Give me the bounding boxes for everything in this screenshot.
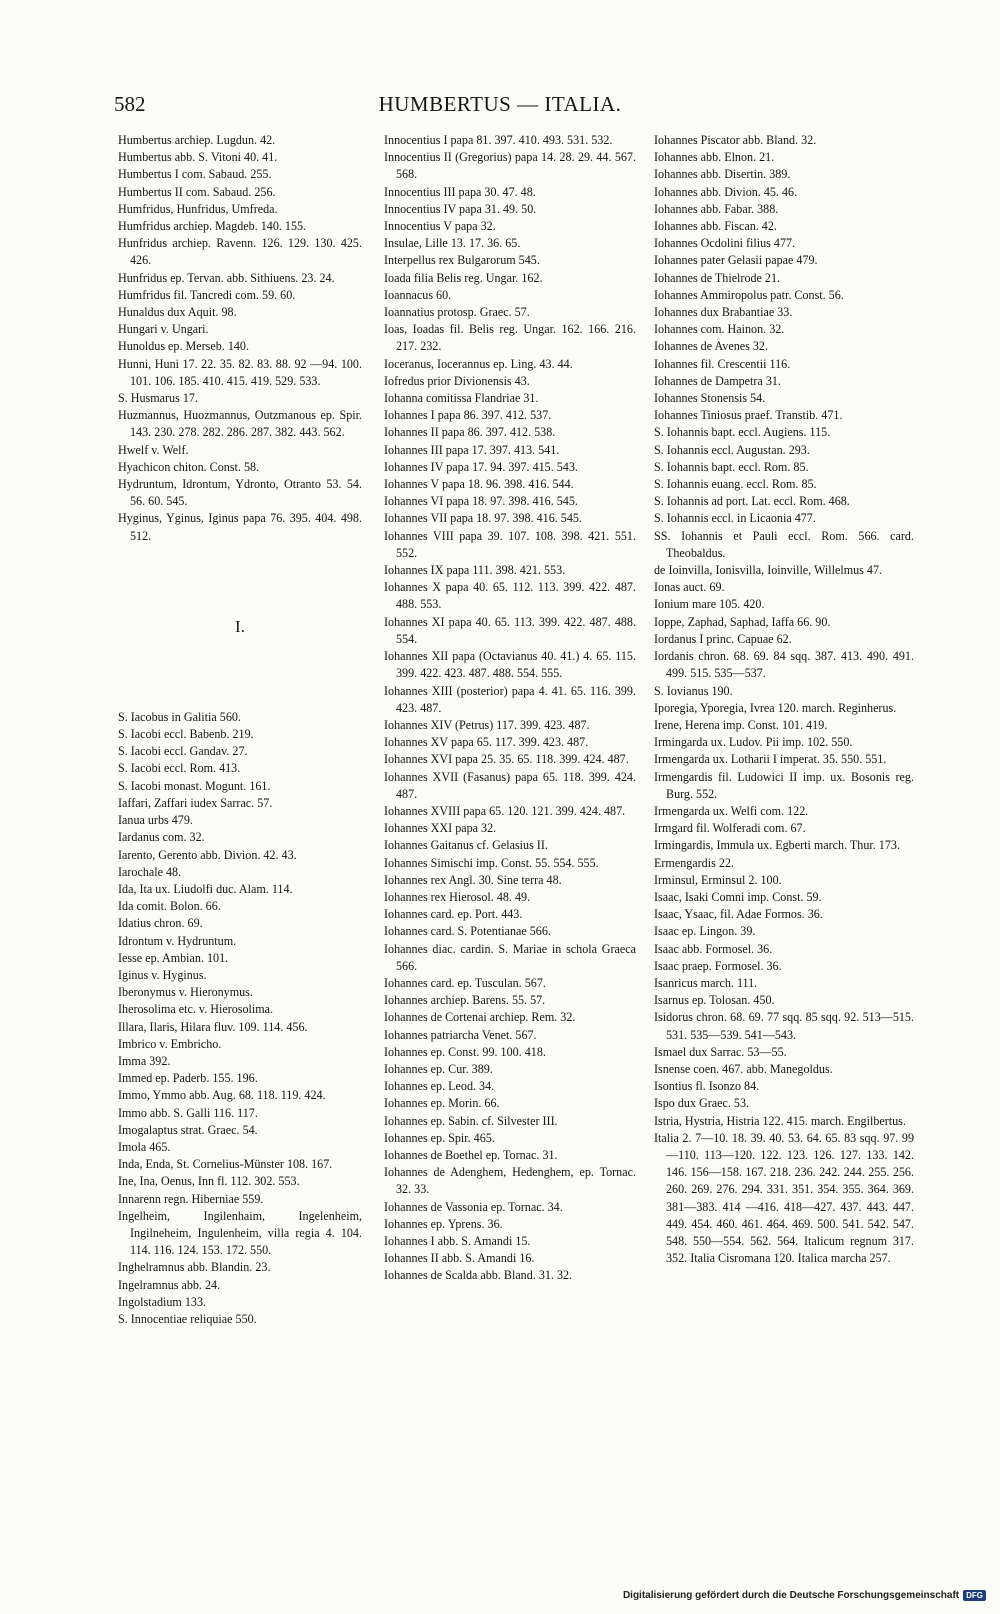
index-entry: S. Iacobi eccl. Gandav. 27. — [118, 744, 248, 759]
index-entry: Iohannes VII papa 18. 97. 398. 416. 545. — [384, 511, 582, 526]
index-entry: Inghelramnus abb. Blandin. 23. — [118, 1260, 271, 1275]
index-entry: S. Iohannis euang. eccl. Rom. 85. — [654, 477, 817, 492]
index-entry: S. Iacobus in Galitia 560. — [118, 709, 241, 724]
index-entry: Humfridus fil. Tancredi com. 59. 60. — [118, 287, 296, 302]
index-entry: Iohannes Tiniosus praef. Transtib. 471. — [654, 408, 843, 423]
index-entry: Innocentius III papa 30. 47. 48. — [384, 184, 536, 199]
index-entry: Iohannes fil. Crescentii 116. — [654, 356, 791, 371]
index-entry: Ioppe, Zaphad, Saphad, Iaffa 66. 90. — [654, 614, 831, 629]
index-entry: Hunoldus ep. Merseb. 140. — [118, 339, 249, 354]
index-entry: Iohannes Simischi imp. Const. 55. 554. 555. — [384, 855, 599, 870]
index-entry: S. Iohannis ad port. Lat. eccl. Rom. 468. — [654, 494, 850, 509]
index-entry: Idrontum v. Hydruntum. — [118, 933, 237, 948]
index-entry: Iohannes de Cortenai archiep. Rem. 32. — [384, 1010, 576, 1025]
index-entry: Humbertus I com. Sabaud. 255. — [118, 167, 272, 182]
index-entry: Ioceranus, Iocerannus ep. Ling. 43. 44. — [384, 356, 573, 371]
section-letter: I. — [235, 616, 245, 636]
index-entry: Iohannes de Boethel ep. Tornac. 31. — [384, 1147, 558, 1162]
index-entry: Iohannes ep. Cur. 389. — [384, 1061, 493, 1076]
index-entry: Ispo dux Graec. 53. — [654, 1096, 750, 1111]
index-entry: Isaac ep. Lingon. 39. — [654, 924, 756, 939]
index-entry: Iohannes pater Gelasii papae 479. — [654, 253, 818, 268]
index-entry: Iohannes I abb. S. Amandi 15. — [384, 1234, 531, 1248]
funding-note: Digitalisierung gefördert durch die Deutsche Forschungsgemeinschaft — [622, 1590, 960, 1601]
index-entry: Iesse ep. Ambian. 101. — [118, 950, 229, 965]
index-entry: Innocentius II (Gregorius) papa 14. 28. 29. 44. 567. 568. — [384, 150, 636, 182]
index-entry: Isidorus chron. 68. 69. 77 sqq. 85 sqq. 92. 513—515. 531. 535—539. 541—543. — [654, 1010, 914, 1042]
index-entry: Irminsul, Erminsul 2. 100. — [654, 872, 782, 887]
index-entry: Ioas, Ioadas fil. Belis reg. Ungar. 162. 166. 216. 217. 232. — [384, 322, 636, 354]
index-entry: S. Iacobi eccl. Rom. 413. — [118, 761, 241, 776]
index-entry: Iohannes diac. cardin. S. Mariae in schola Graeca 566. — [384, 941, 636, 973]
index-entry: Iohannes abb. Divion. 45. 46. — [654, 184, 798, 199]
index-entry: S. Iohannis eccl. Augustan. 293. — [654, 442, 810, 457]
index-entry: Imbrico v. Embricho. — [118, 1036, 222, 1051]
index-entry: Iohannes Ocdolini filius 477. — [654, 236, 796, 251]
index-entry: Iarochale 48. — [118, 864, 182, 879]
index-entry: Iohannes XXI papa 32. — [384, 821, 497, 836]
index-entry: Hunni, Huni 17. 22. 35. 82. 83. 88. 92 —94. 100. 101. 106. 185. 410. 415. 419. 529. 533. — [118, 356, 362, 388]
index-entry: Isaac abb. Formosel. 36. — [654, 941, 773, 956]
index-entry: Iohannes Stonensis 54. — [654, 391, 766, 406]
index-entry: Immed ep. Paderb. 155. 196. — [118, 1071, 258, 1086]
index-column-1 — [118, 132, 362, 1328]
index-entry: Ianua urbs 479. — [118, 813, 193, 828]
index-entry: Hydruntum, Idrontum, Ydronto, Otranto 53. 54. 56. 60. 545. — [118, 477, 362, 509]
index-entry: Innocentius IV papa 31. 49. 50. — [384, 201, 537, 216]
index-entry: Iohannes Gaitanus cf. Gelasius II. — [384, 838, 548, 853]
index-entry: Iohannes VIII papa 39. 107. 108. 398. 421. 551. 552. — [384, 528, 636, 560]
index-entry: Imola 465. — [118, 1139, 171, 1154]
index-entry: Iohannes II abb. S. Amandi 16. — [384, 1251, 535, 1266]
index-entry: Iaffari, Zaffari iudex Sarrac. 57. — [118, 795, 273, 810]
index-entry: Iohannes ep. Yprens. 36. — [384, 1216, 503, 1231]
index-entry: Iarento, Gerento abb. Divion. 42. 43. — [118, 847, 297, 862]
index-entry: Isarnus ep. Tolosan. 450. — [654, 993, 775, 1008]
index-entry: Iohannes abb. Fiscan. 42. — [654, 219, 777, 234]
index-entry: Isontius fl. Isonzo 84. — [654, 1079, 760, 1094]
index-entry: Iohannes ep. Morin. 66. — [384, 1096, 500, 1111]
index-column-3 — [654, 132, 914, 1267]
index-entry: Ionium mare 105. 420. — [654, 597, 765, 612]
index-entry: Isaac praep. Formosel. 36. — [654, 958, 782, 973]
index-entry: Iohannes de Thielrode 21. — [654, 270, 781, 285]
index-entry: Irmengarda ux. Welfi com. 122. — [654, 803, 809, 818]
index-entry: Ioada filia Belis reg. Ungar. 162. — [384, 270, 543, 285]
index-entry: Hungari v. Ungari. — [118, 322, 209, 337]
index-entry: Ida comit. Bolon. 66. — [118, 899, 221, 914]
index-entry: Iohannes archiep. Barens. 55. 57. — [384, 993, 546, 1008]
index-entry: Humbertus abb. S. Vitoni 40. 41. — [118, 150, 278, 165]
index-entry: Iohannes XVII (Fasanus) papa 65. 118. 399. 424. 487. — [384, 769, 636, 801]
index-entry: Iohannes card. ep. Tusculan. 567. — [384, 975, 546, 990]
index-entry: S. Iovianus 190. — [654, 683, 733, 698]
index-entry: Iohannes ep. Leod. 34. — [384, 1079, 495, 1094]
index-entry: Iporegia, Yporegia, Ivrea 120. march. Reginherus. — [654, 700, 897, 715]
index-entry: Ida, Ita ux. Liudolfi duc. Alam. 114. — [118, 881, 293, 896]
index-entry: Imma 392. — [118, 1053, 171, 1068]
index-entry: Iohannes VI papa 18. 97. 398. 416. 545. — [384, 494, 578, 509]
index-entry: Immo abb. S. Galli 116. 117. — [118, 1105, 258, 1120]
index-entry: SS. Iohannis et Pauli eccl. Rom. 566. card. Theobaldus. — [654, 528, 914, 560]
index-entry: Iohannes XIV (Petrus) 117. 399. 423. 487. — [384, 717, 590, 732]
index-entry: Irmingarda ux. Ludov. Pii imp. 102. 550. — [654, 735, 853, 750]
index-entry: Iohannes dux Brabantiae 33. — [654, 305, 793, 320]
index-entry: Iohannes XV papa 65. 117. 399. 423. 487. — [384, 735, 589, 750]
index-entry: Illara, Ilaris, Hilara fluv. 109. 114. 456. — [118, 1019, 308, 1034]
index-entry: de Ioinvilla, Ionisvilla, Ioinville, Willelmus 47. — [654, 563, 883, 578]
index-entry: Isaac, Isaki Comni imp. Const. 59. — [654, 889, 822, 904]
index-entry: Iberonymus v. Hieronymus. — [118, 985, 253, 1000]
index-entry: Irmengarda ux. Lotharii I imperat. 35. 550. 551. — [654, 752, 887, 767]
index-entry: Iordanis chron. 68. 69. 84 sqq. 387. 413. 490. 491. 499. 515. 535—537. — [654, 649, 914, 681]
index-entry: Insulae, Lille 13. 17. 36. 65. — [384, 236, 521, 251]
index-entry: Iohannes XI papa 40. 65. 113. 399. 422. 487. 488. 554. — [384, 614, 636, 646]
index-entry: Iginus v. Hyginus. — [118, 967, 207, 982]
index-entry: Iohannes I papa 86. 397. 412. 537. — [384, 408, 552, 423]
index-entry: Ismael dux Sarrac. 53—55. — [654, 1044, 787, 1059]
index-entry: Isanricus march. 111. — [654, 975, 758, 990]
index-entry: Humbertus archiep. Lugdun. 42. — [118, 133, 276, 147]
index-entry: Ingolstadium 133. — [118, 1294, 207, 1309]
page-number: 582 — [114, 92, 146, 116]
index-entry: Iohannes III papa 17. 397. 413. 541. — [384, 442, 560, 457]
index-entry: Irmingardis, Immula ux. Egberti march. Thur. 173. — [654, 838, 900, 853]
index-entry: Ioannatius protosp. Graec. 57. — [384, 305, 530, 320]
running-head: HUMBERTUS — ITALIA. — [378, 92, 622, 116]
index-entry: Iohannes abb. Elnon. 21. — [654, 150, 775, 165]
index-entry: Innocentius I papa 81. 397. 410. 493. 531. 532. — [384, 133, 613, 147]
index-entry: Iohannes II papa 86. 397. 412. 538. — [384, 425, 556, 440]
index-entry: Iohannes de Avenes 32. — [654, 339, 768, 354]
index-entry: Istria, Hystria, Histria 122. 415. march. Engilbertus. — [654, 1113, 906, 1128]
index-entry: Ine, Ina, Oenus, Inn fl. 112. 302. 553. — [118, 1174, 300, 1189]
index-entry: Imogalaptus strat. Graec. 54. — [118, 1122, 258, 1137]
index-entry: Ingelramnus abb. 24. — [118, 1277, 221, 1292]
index-entry: Iohannes IV papa 17. 94. 397. 415. 543. — [384, 459, 578, 474]
index-entry: Iohannes XII papa (Octavianus 40. 41.) 4. 65. 115. 399. 422. 423. 487. 488. 554. 555. — [384, 649, 636, 681]
index-entry: Iohannes com. Hainon. 32. — [654, 322, 785, 337]
index-entry: Hyginus, Yginus, Iginus papa 76. 395. 404. 498. 512. — [118, 511, 362, 543]
index-entry: Huzmannus, Huozmannus, Outzmanous ep. Spir. 143. 230. 278. 282. 286. 287. 382. 443. 562. — [118, 408, 362, 440]
index-entry: Iohanna comitissa Flandriae 31. — [384, 391, 539, 406]
index-entry: Inda, Enda, St. Cornelius-Münster 108. 167. — [118, 1157, 333, 1172]
index-entry: Iohannes XVI papa 25. 35. 65. 118. 399. 424. 487. — [384, 752, 629, 767]
index-entry: Iohannes ep. Spir. 465. — [384, 1130, 495, 1145]
index-entry: Iardanus com. 32. — [118, 830, 205, 845]
index-entry: Iohannes abb. Disertin. 389. — [654, 167, 791, 182]
index-entry: Innocentius V papa 32. — [384, 219, 496, 234]
index-entry: Iohannes XIII (posterior) papa 4. 41. 65. 116. 399. 423. 487. — [384, 683, 636, 715]
index-entry: S. Iohannis eccl. in Licaonia 477. — [654, 511, 816, 526]
index-entry: Hunfridus ep. Tervan. abb. Sithiuens. 23. 24. — [118, 270, 335, 285]
index-entry: Ermengardis 22. — [654, 855, 734, 870]
index-entry: Iofredus prior Divionensis 43. — [384, 373, 530, 388]
index-entry: S. Innocentiae reliquiae 550. — [118, 1311, 257, 1326]
funding-footer — [623, 1590, 986, 1601]
index-entry: Iohannes card. S. Potentianae 566. — [384, 924, 551, 939]
index-entry: Iherosolima etc. v. Hierosolima. — [118, 1002, 274, 1017]
index-entry: Idatius chron. 69. — [118, 916, 203, 931]
index-entry: Iohannes ep. Const. 99. 100. 418. — [384, 1044, 546, 1059]
index-entry: Irmgard fil. Wolferadi com. 67. — [654, 821, 806, 836]
index-entry: Ionas auct. 69. — [654, 580, 725, 595]
index-entry: Iohannes IX papa 111. 398. 421. 553. — [384, 563, 566, 578]
index-entry: Humfridus archiep. Magdeb. 140. 155. — [118, 219, 307, 234]
index-entry: Iohannes de Dampetra 31. — [654, 373, 781, 388]
index-entry: S. Husmarus 17. — [118, 391, 198, 406]
index-entry: Hyachicon chiton. Const. 58. — [118, 459, 260, 474]
index-entry: S. Iohannis bapt. eccl. Rom. 85. — [654, 459, 809, 474]
index-entry: Humbertus II com. Sabaud. 256. — [118, 184, 276, 199]
index-entry: Iohannes rex Angl. 30. Sine terra 48. — [384, 872, 562, 887]
index-entry: Iordanus I princ. Capuae 62. — [654, 631, 792, 646]
index-entry: Iohannes card. ep. Port. 443. — [384, 907, 523, 922]
index-entry: Irene, Herena imp. Const. 101. 419. — [654, 717, 828, 732]
index-entry: Isaac, Ysaac, fil. Adae Formos. 36. — [654, 907, 823, 922]
index-entry: Innarenn regn. Hiberniae 559. — [118, 1191, 264, 1206]
index-entry: Iohannes abb. Fabar. 388. — [654, 201, 779, 216]
index-entry: Interpellus rex Bulgarorum 545. — [384, 253, 540, 268]
index-entry: Iohannes XVIII papa 65. 120. 121. 399. 424. 487. — [384, 803, 626, 818]
index-column-2 — [384, 132, 636, 1285]
dfg-logo: DFG — [963, 1590, 986, 1601]
index-entry: Iohannes de Vassonia ep. Tornac. 34. — [384, 1199, 563, 1214]
index-entry: Iohannes X papa 40. 65. 112. 113. 399. 422. 487. 488. 553. — [384, 580, 636, 612]
index-entry: Iohannes Ammiropolus patr. Const. 56. — [654, 287, 844, 302]
index-entry: S. Iacobi monast. Mogunt. 161. — [118, 778, 271, 793]
index-entry: Immo, Ymmo abb. Aug. 68. 118. 119. 424. — [118, 1088, 326, 1103]
index-entry: Iohannes de Scalda abb. Bland. 31. 32. — [384, 1268, 573, 1283]
index-entry: Iohannes V papa 18. 96. 398. 416. 544. — [384, 477, 574, 492]
index-entry: Iohannes patriarcha Venet. 567. — [384, 1027, 537, 1042]
index-entry: Iohannes ep. Sabin. cf. Silvester III. — [384, 1113, 558, 1128]
index-entry: Humfridus, Hunfridus, Umfreda. — [118, 201, 278, 216]
index-entry: Iohannes Piscator abb. Bland. 32. — [654, 133, 817, 147]
index-entry: Iohannes rex Hierosol. 48. 49. — [384, 889, 531, 904]
index-entry: Hunfridus archiep. Ravenn. 126. 129. 130. 425. 426. — [118, 236, 362, 268]
index-entry: Hunaldus dux Aquit. 98. — [118, 305, 237, 320]
index-entry: Hwelf v. Welf. — [118, 442, 189, 457]
index-entry: Irmengardis fil. Ludowici II imp. ux. Bosonis reg. Burg. 552. — [654, 769, 914, 801]
index-entry: Iohannes de Adenghem, Hedenghem, ep. Tornac. 32. 33. — [384, 1165, 636, 1197]
index-entry: Ingelheim, Ingilenhaim, Ingelenheim, Ingilneheim, Ingulenheim, villa regia 4. 104. 114. 116. 124. 153. 172. 550. — [118, 1208, 362, 1258]
index-entry: Ioannacus 60. — [384, 287, 452, 302]
index-entry: Isnense coen. 467. abb. Manegoldus. — [654, 1061, 833, 1076]
index-entry: S. Iacobi eccl. Babenb. 219. — [118, 727, 254, 742]
index-entry: S. Iohannis bapt. eccl. Augiens. 115. — [654, 425, 831, 440]
index-entry: Italia 2. 7—10. 18. 39. 40. 53. 64. 65. 83 sqq. 97. 99—110. 113—120. 122. 123. 126. 127. 133. 142. 146. 156—158. 167. 218. 236. 242. 244. 255. 256. 260. 269. 276. 294. 331. 351. 354. 355. 364. 369. 381—383. 414 —416. 418—427. 437. 443. 447. 449. 454. 460. 461. 464. 469. 500. 541. 542. 547. 548. 550—554. 562. 564. Italicum regnum 317. 352. Italia Cisromana 120. Italica marcha 257. — [654, 1130, 914, 1266]
